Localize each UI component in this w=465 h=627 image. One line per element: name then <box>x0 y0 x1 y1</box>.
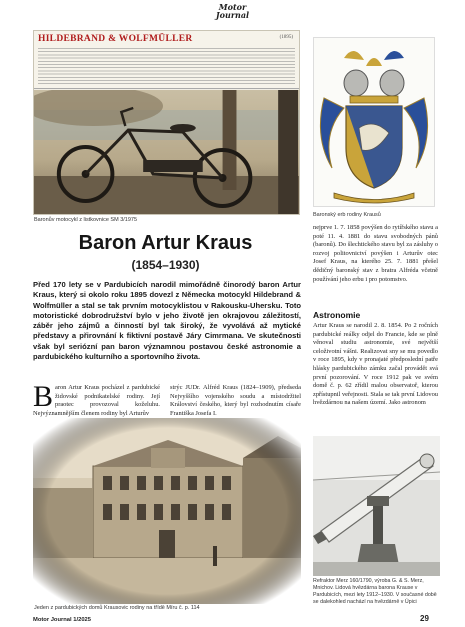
magazine-logo <box>0 3 465 19</box>
telescope-illustration <box>313 436 440 576</box>
right-column-text-2: Artur Kraus se narodil 2. 8. 1854. Po 2 ročních pardubické reálky odjel do Francie, kde se plně věnoval studiu astronomie, své největší celoživotní vášni. Realizovat sny se mu povedlo v roce 1895, kdy v pronajaté předposlední patře hlásky pardubického zámku začal provádět svá první pozorování. V roce 1912 pak ve svém domě č. p. 62 zřídil malou observatoř, kterou zpřístupnil veřejnosti. Stala se tak první Lidovou hvězdárnou na našem území. Jako astronom <box>313 322 438 407</box>
logo-line-2: Journal <box>215 10 250 20</box>
house-photo-caption: Jeden z pardubických domů Krausovic rodiny na třídě Míru č. p. 114 <box>34 605 200 611</box>
drop-cap: B <box>33 380 54 413</box>
clipping-header <box>34 31 299 89</box>
article-subtitle: (1854–1930) <box>131 258 200 272</box>
clipping-text-lines <box>38 48 295 86</box>
motorcycle-photo-caption: Baronův motocykl z listkovnice SM 3/1975 <box>34 217 138 223</box>
article-lead: Před 170 lety se v Pardubicích narodil mimořádně činorodý baron Artur Kraus, který si okolo roku 1895 dovezl z Německa motocykl Hildebrand & Wolfmüller a stal se tak prvním motocyklistou v Rakousku-Uhersku. Toto motoristické dobrodružství bylo v jeho životě jen okrajovou záležitostí, záběr jeho zájmů a činností byl tak široký, že vyvolává až mytické představy a přirovnání k fiktivní postavě Járy Cimrmana. Ve skutečnosti však byl seriózní pan baron významnou postavou české astronomie a pardubického kulturního a sportovního života. <box>33 280 301 362</box>
body-column-1 <box>33 380 160 418</box>
right-column-text-1: nejprve 1. 7. 1858 povýšen do rytířského stavu a poté 11. 4. 1881 do stavu svobodných pánů (baronů). Do šlechtického stavu byl za zásluhy o rozvoj politovnictví povýšen i Arturův otec Josef Kraus, na kterého 25. 7. 1881 přešel dědičný baronský stav z bratra Alfréda včetně používání jeho erbu i pro potomstvo. <box>313 224 438 283</box>
motorcycle-illustration <box>34 90 299 215</box>
telescope-photo <box>313 436 440 576</box>
body-column-1-text: aron Artur Kraus pocházel z pardubické židovské podnikatelské rodiny. Její praotec provozoval koželuhu. Nejvýznamnějším členem rodiny byl Arturův <box>33 384 160 417</box>
house-photo <box>33 418 301 604</box>
section-heading: Astronomie <box>313 310 361 320</box>
logo-line-1: Motor <box>218 2 247 12</box>
coat-of-arms-caption: Baronský erb rodiny Krausů <box>313 212 381 218</box>
coat-of-arms-image <box>313 37 435 207</box>
page-number: 29 <box>420 614 429 623</box>
motorcycle-photo <box>33 30 300 215</box>
article-title: Baron Artur Kraus <box>78 232 253 254</box>
body-column-2: strýc JUDr. Alfréd Kraus (1824–1909), předseda Nejvyššího vojenského soudu a místodržitel Království českého, který byl rozhodnutím císaře Františka Josefa I. <box>170 384 301 417</box>
clipping-year: (1895) <box>279 35 293 40</box>
telescope-photo-caption: Refraktor Merz 160/1790, výroba G. & S. Merz, Mnichov. Lidová hvězdárna barona Krause v Pardubicích, mezi lety 1912–1930. V současné době se dalekohled nachází na hvězdárně v Úpici <box>313 578 437 605</box>
coat-of-arms-icon <box>314 38 434 206</box>
footer-magazine-issue: Motor Journal 1/2025 <box>33 617 91 623</box>
house-illustration <box>33 418 301 604</box>
clipping-title: HILDEBRAND & WOLFMÜLLER <box>38 34 193 44</box>
